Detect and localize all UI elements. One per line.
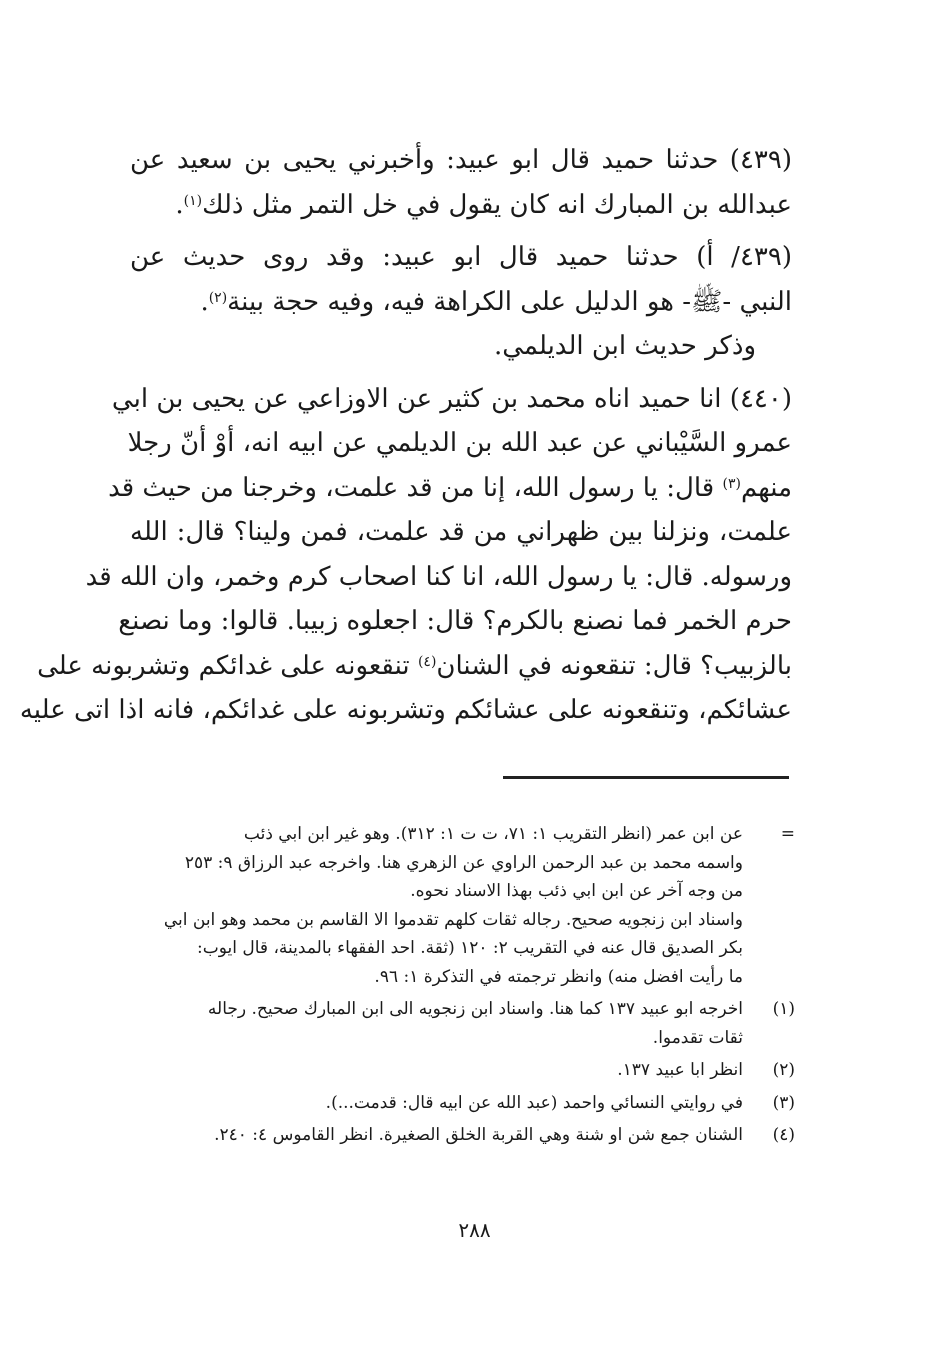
footnote-mark: (٤)	[772, 1125, 795, 1145]
footnote-line: ثقات تقدموا.	[652, 1027, 743, 1048]
footnote-body	[125, 995, 743, 1052]
footnote-body	[125, 1089, 743, 1118]
footnote-line: في روايتي النسائي واحمد (عبد الله عن ابيه قال: قدمت...).	[325, 1092, 743, 1113]
text-line	[130, 183, 792, 228]
footnote-mark: (١)	[772, 999, 795, 1019]
footnotes	[125, 820, 795, 1150]
text-line	[108, 466, 792, 511]
text-run: النبي -ﷺ- هو الدليل على الكراهة فيه، وفيه حجة بينة	[227, 286, 792, 317]
main-text	[19, 138, 792, 741]
footnote-separator	[503, 776, 789, 779]
footnote-body	[125, 1056, 743, 1085]
text-run: تنقعونه على غدائكم وتشربونه على	[37, 650, 418, 681]
footnote-body	[125, 820, 743, 991]
text-run: بالزبيب؟ قال: تنقعونه في الشنان	[436, 650, 792, 681]
footnote-4	[125, 1121, 795, 1150]
footnote-line: واسمه محمد بن عبد الرحمن الراوي عن الزهري هنا. واخرجه عبد الرزاق ٩: ٢٥٣	[184, 852, 743, 873]
text-line: حرم الخمر فما نصنع بالكرم؟ قال: اجعلوه زبيبا. قالوا: وما نصنع	[118, 606, 792, 636]
paragraph-439a	[130, 235, 792, 369]
footnote-1	[125, 995, 795, 1052]
footnote-ref-4: (٤)	[417, 653, 437, 670]
footnote-continued	[125, 820, 795, 991]
footnote-line: انظر ابا عبيد ١٣٧.	[617, 1060, 743, 1080]
text-line: علمت، ونزلنا بين ظهراني من قد علمت، فمن ولينا؟ قال: الله	[130, 517, 792, 547]
text-line: عشائكم، وتنقعونه على عشائكم وتشربونه على غدائكم، فانه اذا اتى عليه	[19, 695, 792, 725]
text-line: (٤٣٩) حدثنا حميد قال ابو عبيد: وأخبرني يحيى بن سعيد عن	[130, 145, 792, 175]
footnote-2	[125, 1056, 795, 1085]
text-run: قال: يا رسول الله، إنا من قد علمت، وخرجنا من حيث قد	[108, 472, 723, 503]
footnote-body	[125, 1121, 743, 1150]
text-line: وذكر حديث ابن الديلمي.	[494, 331, 756, 361]
footnote-ref-2: (٢)	[208, 289, 228, 306]
text-run: .	[200, 286, 209, 317]
paragraph-440	[19, 377, 792, 733]
text-run: عبدالله بن المبارك انه كان يقول في خل التمر مثل ذلك	[202, 189, 792, 220]
text-line: (٤٤٠) انا حميد اناه محمد بن كثير عن الاوزاعي عن يحيى بن ابي	[111, 383, 792, 414]
text-line	[37, 644, 792, 689]
footnote-mark: =	[780, 824, 795, 844]
footnote-ref-3: (٣)	[722, 475, 741, 492]
footnote-line: بكر الصديق قال عنه في التقريب ٢: ١٢٠ (ثقة. احد الفقهاء بالمدينة، قال ايوب:	[197, 938, 743, 958]
footnote-line: اخرجه ابو عبيد ١٣٧ كما هنا. واسناد ابن زنجويه الى ابن المبارك صحيح. رجاله	[207, 999, 743, 1019]
paragraph-439	[130, 138, 792, 227]
footnote-line: عن ابن عمر (انظر التقريب ١: ٧١، ت ت ١: ٣١٢). وهو غير ابن ابي ذئب	[243, 824, 743, 844]
footnote-mark: (٢)	[772, 1060, 795, 1080]
text-line: ورسوله. قال: يا رسول الله، انا كنا اصحاب كرم وخمر، وان الله قد	[85, 561, 792, 592]
footnote-line: من وجه آخر عن ابن ابي ذئب بهذا الاسناد نحوه.	[410, 881, 743, 901]
footnote-line: الشنان جمع شن او شنة وهي القربة الخلق الصغيرة. انظر القاموس ٤: ٢٤٠.	[214, 1125, 743, 1145]
page-number: ٢٨٨	[458, 1218, 491, 1242]
footnote-ref-1: (١)	[183, 192, 203, 209]
footnote-line: ما رأيت افضل منه) وانظر ترجمته في التذكرة ١: ٩٦.	[374, 966, 743, 987]
text-line	[130, 280, 792, 325]
text-run: منهم	[740, 472, 792, 503]
footnote-mark: (٣)	[772, 1092, 795, 1113]
footnote-line: واسناد ابن زنجويه صحيح. رجاله ثقات كلهم تقدموا الا القاسم بن محمد وهو ابن ابي	[163, 909, 743, 930]
text-line: (٤٣٩/ أ) حدثنا حميد قال ابو عبيد: وقد روى حديث عن	[130, 242, 792, 272]
footnote-3	[125, 1089, 795, 1118]
text-line: عمرو السَّيْباني عن عبد الله بن الديلمي عن ابيه انه، أوْ أنّ رجلا	[127, 428, 792, 458]
text-run: .	[175, 189, 184, 220]
